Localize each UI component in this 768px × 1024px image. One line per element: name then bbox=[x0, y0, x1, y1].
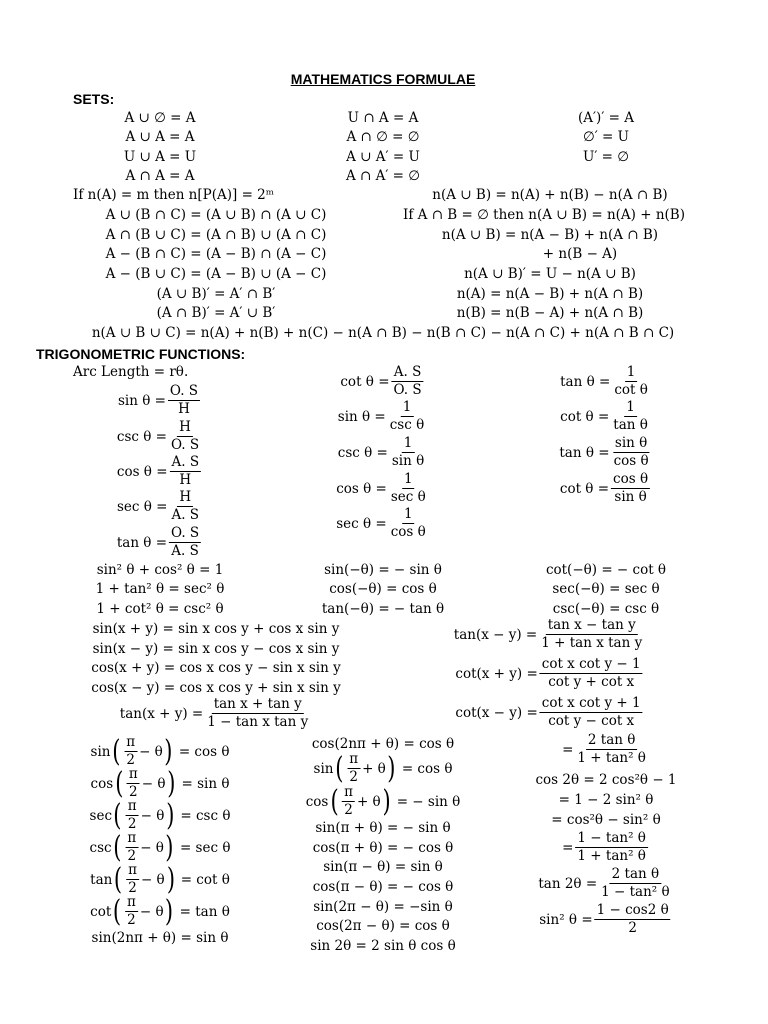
double-angle: = cos²θ − sin² θ bbox=[551, 812, 661, 828]
shift-identity: cos ( $\frac{\pi}{2}$ + θ ) = − sin θ bbox=[305, 783, 461, 819]
set-identity: ∅′ = U bbox=[582, 129, 630, 145]
reciprocal-formula: cot θ = $\frac{A. S}{O. S}$ bbox=[340, 364, 422, 398]
periodic-identity: sin(2nπ + θ) = sin θ bbox=[91, 930, 229, 946]
negative-angle: sec(−θ) = sec θ bbox=[552, 581, 660, 597]
set-identity: A ∩ A′ = ∅ bbox=[345, 168, 421, 184]
shift-identity: sin(π − θ) = sin θ bbox=[323, 859, 443, 875]
ratio-formula: tan θ = $\frac{O. S}{A. S}$ bbox=[116, 525, 200, 559]
set-count-rule: n(B) = n(B − A) + n(A ∩ B) bbox=[456, 305, 644, 321]
set-law: (A ∩ B)′ = A′ ∪ B′ bbox=[156, 305, 276, 321]
negative-angle: cot(−θ) = − cot θ bbox=[545, 562, 667, 578]
tan-sum-formula: tan(x + y) = $\frac{\text{tan x + tan y}}{\text{1 − tan x tan y}}$ bbox=[119, 696, 309, 730]
cofunction-identity: sin ( $\frac{\pi}{2}$ − θ ) = cos θ bbox=[90, 733, 230, 769]
set-law: A ∪ (B ∩ C) = (A ∪ B) ∩ (A ∪ C) bbox=[105, 207, 327, 223]
periodic-identity: cos(2nπ + θ) = cos θ bbox=[311, 736, 455, 752]
set-identity: A ∩ A = A bbox=[125, 168, 195, 184]
sum-formula: cos(x − y) = cos x cos y + sin x sin y bbox=[91, 680, 341, 696]
cot-sum-formula: cot(x + y) = $\frac{\text{cot x cot y − 1}}{\text{cot y + cot x}}$ bbox=[455, 656, 641, 690]
shift-identity: sin(π + θ) = − sin θ bbox=[315, 820, 451, 836]
pythagorean-identity: sin² θ + cos² θ = 1 bbox=[96, 562, 224, 578]
double-angle: cos 2θ = 2 cos²θ − 1 bbox=[535, 772, 677, 788]
shift-identity: cos(π − θ) = − cos θ bbox=[312, 879, 454, 895]
set-count-rule: n(A ∪ B) = n(A) + n(B) − n(A ∩ B) bbox=[432, 187, 668, 203]
reciprocal-formula: sec θ = $\frac{1}{\text{cos θ}}$ bbox=[336, 506, 426, 540]
sum-formula: sin(x + y) = sin x cos y + cos x sin y bbox=[92, 621, 340, 637]
reciprocal-formula: cos θ = $\frac{1}{\text{sec θ}}$ bbox=[336, 471, 426, 505]
quotient-formula: cot θ = $\frac{1}{\text{tan θ}}$ bbox=[560, 399, 648, 433]
set-count-rule: n(A) = n(A − B) + n(A ∩ B) bbox=[456, 286, 644, 302]
double-angle: sin 2θ = 2 sin θ cos θ bbox=[310, 938, 456, 954]
cofunction-identity: csc ( $\frac{\pi}{2}$ − θ ) = sec θ bbox=[89, 829, 231, 865]
page-title: MATHEMATICS FORMULAE bbox=[290, 71, 476, 87]
ratio-formula: cos θ = $\frac{A. S}{H}$ bbox=[116, 454, 200, 488]
pythagorean-identity: 1 + cot² θ = csc² θ bbox=[96, 601, 224, 617]
set-count-rule: If A ∩ B = ∅ then n(A ∪ B) = n(A) + n(B) bbox=[403, 207, 685, 223]
reciprocal-formula: csc θ = $\frac{1}{\text{sin θ}}$ bbox=[337, 435, 425, 469]
ratio-formula: csc θ = $\frac{H}{O. S}$ bbox=[116, 419, 200, 453]
set-identity: A ∪ A = A bbox=[125, 129, 195, 145]
set-count-three: n(A ∪ B ∪ C) = n(A) + n(B) + n(C) − n(A ∩ B) − n(B ∩ C) − n(A ∩ C) + n(A ∩ B ∩ C) bbox=[91, 325, 675, 341]
sum-formula: sin(x − y) = sin x cos y − cos x sin y bbox=[92, 641, 340, 657]
cofunction-identity: cot ( $\frac{\pi}{2}$ − θ ) = tan θ bbox=[90, 893, 230, 929]
shift-identity: sin(2π − θ) = −sin θ bbox=[313, 899, 453, 915]
set-law: If n(A) = m then n[P(A)] = 2ᵐ bbox=[73, 187, 275, 203]
sum-formula: cos(x + y) = cos x cos y − sin x sin y bbox=[91, 660, 341, 676]
half-angle: sin² θ = $\frac{1 - \cos 2 \theta}{2}$ bbox=[539, 902, 669, 936]
ratio-formula: sec θ = $\frac{H}{A. S}$ bbox=[116, 489, 200, 523]
sets-heading: SETS: bbox=[73, 91, 115, 107]
set-law: A ∩ (B ∪ C) = (A ∩ B) ∪ (A ∩ C) bbox=[105, 227, 327, 243]
set-count-rule: n(A ∪ B) = n(A − B) + n(A ∩ B) bbox=[441, 227, 659, 243]
trig-heading: TRIGONOMETRIC FUNCTIONS: bbox=[36, 346, 246, 362]
shift-identity: sin ( $\frac{\pi}{2}$ + θ ) = cos θ bbox=[313, 750, 453, 786]
cofunction-identity: cos ( $\frac{\pi}{2}$ − θ ) = sin θ bbox=[90, 765, 230, 801]
quotient-formula: tan θ = $\frac{1}{\text{cot θ}}$ bbox=[560, 364, 648, 398]
set-identity: A ∪ ∅ = A bbox=[124, 110, 196, 126]
negative-angle: csc(−θ) = csc θ bbox=[552, 601, 660, 617]
set-identity: U′ = ∅ bbox=[582, 149, 630, 165]
shift-identity: cos(π + θ) = − cos θ bbox=[312, 840, 454, 856]
set-identity: U ∪ A = U bbox=[123, 149, 197, 165]
set-count-rule: + n(B − A) bbox=[542, 246, 618, 262]
double-angle: = $\frac{\text{1 − tan² θ}}{\text{1 + tan² θ}}$ bbox=[562, 830, 646, 864]
set-law: A − (B ∪ C) = (A − B) ∪ (A − C) bbox=[105, 266, 327, 282]
quotient-formula: tan θ = $\frac{\text{sin θ}}{\text{cos θ}}$ bbox=[559, 435, 649, 469]
set-count-rule: n(A ∪ B)′ = U − n(A ∪ B) bbox=[464, 266, 636, 282]
shift-identity: cos(2π − θ) = cos θ bbox=[316, 918, 450, 934]
tan-diff-formula: tan(x − y) = $\frac{\text{tan x − tan y}}{\text{1 + tan x tan y}}$ bbox=[453, 617, 643, 651]
quotient-formula: cot θ = $\frac{\text{cos θ}}{\text{sin θ}}$ bbox=[559, 471, 649, 505]
ratio-formula: sin θ = $\frac{O. S}{H}$ bbox=[117, 383, 199, 417]
set-law: (A ∪ B)′ = A′ ∩ B′ bbox=[156, 286, 276, 302]
double-angle: = $\frac{\text{2 tan θ}}{\text{1 + tan² θ}}$ bbox=[562, 732, 646, 766]
cot-diff-formula: cot(x − y) = $\frac{\text{cot x cot y + 1}}{\text{cot y − cot x}}$ bbox=[455, 695, 641, 729]
negative-angle: sin(−θ) = − sin θ bbox=[324, 562, 442, 578]
arc-length: Arc Length = rθ. bbox=[73, 364, 189, 380]
set-identity: (A′)′ = A bbox=[577, 110, 635, 126]
negative-angle: cos(−θ) = cos θ bbox=[329, 581, 437, 597]
cofunction-identity: sec ( $\frac{\pi}{2}$ − θ ) = csc θ bbox=[89, 797, 231, 833]
reciprocal-formula: sin θ = $\frac{1}{\text{csc θ}}$ bbox=[337, 399, 425, 433]
set-law: A − (B ∩ C) = (A − B) ∩ (A − C) bbox=[105, 246, 327, 262]
double-angle: tan 2θ = $\frac{\text{2 tan θ}}{\text{1 − tan² θ}}$ bbox=[538, 866, 670, 900]
set-identity: A ∪ A′ = U bbox=[346, 149, 420, 165]
pythagorean-identity: 1 + tan² θ = sec² θ bbox=[95, 581, 225, 597]
double-angle: = 1 − 2 sin² θ bbox=[558, 792, 654, 808]
negative-angle: tan(−θ) = − tan θ bbox=[321, 601, 445, 617]
cofunction-identity: tan ( $\frac{\pi}{2}$ − θ ) = cot θ bbox=[90, 861, 230, 897]
set-identity: U ∩ A = A bbox=[347, 110, 419, 126]
set-identity: A ∩ ∅ = ∅ bbox=[346, 129, 420, 145]
